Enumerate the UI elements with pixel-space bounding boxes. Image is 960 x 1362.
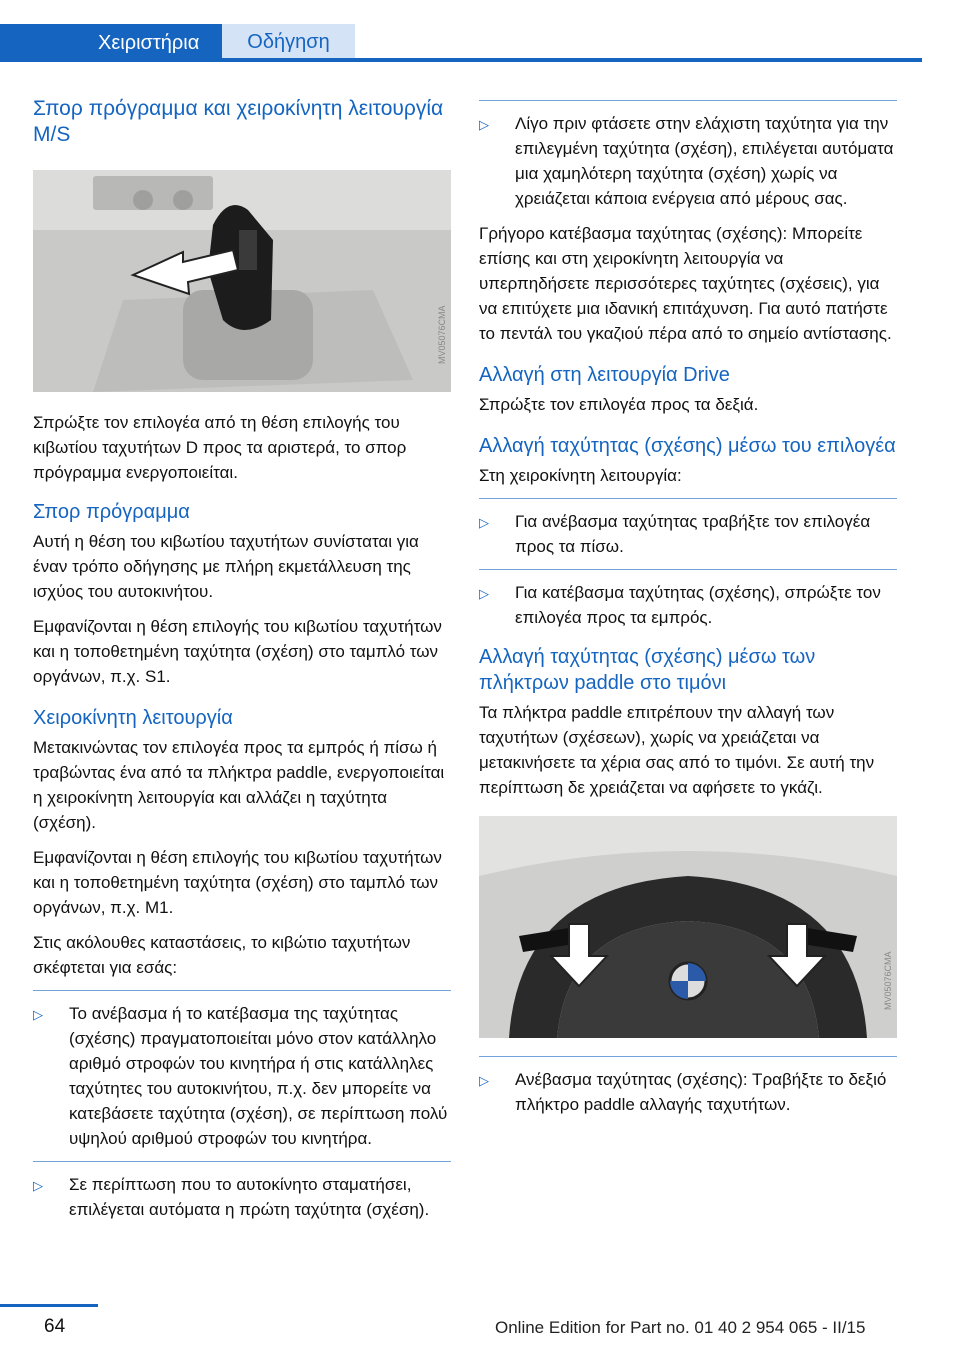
list-item: ▷ Το ανέβασμα ή το κατέβασμα της ταχύτητας (σχέσης) πραγματοποιείται μόνο στον κατάλληλο αριθμό στροφών του κινητήρα ή στις κατάλληλες ταχύτητες του αυτοκινήτου, π.χ. δεν μπορείτε να κατεβάσετε ταχύτητα (σχέση), σε περίπτωση πολύ υψηλού αριθμού στροφών του κινητήρα. [33,1004,448,1148]
gear-selector-image [33,170,451,392]
image-code: MV05076CMA [437,305,447,364]
sport-paragraph-1: Αυτή η θέση του κιβωτίου ταχυτήτων συνίσταται για έναν τρόπο οδήγησης με πλήρη εκμετάλλευση της ισχύος του αυτοκινήτου. [33,532,419,601]
steering-wheel-image [479,816,897,1038]
list-item: ▷ Για ανέβασμα ταχύτητας τραβήξτε τον επιλογέα προς τα πίσω. [479,512,871,556]
section-title-sport-manual: Σπορ πρόγραμμα και χειροκίνητη λειτουργία M/S [33,97,444,146]
section-title-selector-shift: Αλλαγή ταχύτητας (σχέσης) μέσω του επιλογέα [479,435,896,457]
manual-paragraph-3: Στις ακόλουθες καταστάσεις, το κιβώτιο ταχυτήτων σκέφτεται για εσάς: [33,933,411,977]
left-column [33,96,451,1232]
tab-driving[interactable]: Οδήγηση [222,24,355,58]
divider [479,100,897,101]
bullet-triangle-icon: ▷ [33,1178,43,1193]
selector-paragraph: Στη χειροκίνητη λειτουργία: [479,466,682,485]
divider [33,990,451,991]
header-bar [0,0,960,62]
divider [479,1056,897,1057]
image-code: MV05076CMA [883,951,893,1010]
divider [479,569,897,570]
section-title-drive: Αλλαγή στη λειτουργία Drive [479,364,730,386]
edition-note: Online Edition for Part no. 01 40 2 954 065 - II/15 [495,1318,866,1337]
selector-left-instruction: Σπρώξτε τον επιλογέα από τη θέση επιλογής του κιβωτίου ταχυτήτων D προς τα αριστερά, το σπορ πρόγραμμα ενεργοποιείται. [33,413,407,482]
bullet-triangle-icon: ▷ [33,1007,43,1022]
divider [479,498,897,499]
section-title-sport: Σπορ πρόγραμμα [33,501,190,523]
bullet-triangle-icon: ▷ [479,1073,489,1088]
list-item: ▷ Σε περίπτωση που το αυτοκίνητο σταματήσει, επιλέγεται αυτόματα η πρώτη ταχύτητα (σχέση). [33,1175,430,1219]
divider [33,1161,451,1162]
manual-paragraph-1: Μετακινώντας τον επιλογέα προς τα εμπρός ή πίσω ή τραβώντας ένα από τα πλήκτρα paddle, ενεργοποιείται η χειροκίνητη λειτουργία και αλλάζει η ταχύτητα (σχέση). [33,738,445,832]
section-title-manual: Χειροκίνητη λειτουργία [33,707,233,729]
right-column [479,96,897,1127]
bullet-triangle-icon: ▷ [479,586,489,601]
header-rule [0,58,922,62]
footer-rule [0,1304,98,1307]
bullet-triangle-icon: ▷ [479,117,489,132]
list-item: ▷ Ανέβασμα ταχύτητας (σχέσης): Τραβήξτε το δεξιό πλήκτρο paddle αλλαγής ταχυτήτων. [479,1070,887,1114]
kickdown-paragraph: Γρήγορο κατέβασμα ταχύτητας (σχέσης): Μπορείτε επίσης και στη χειροκίνητη λειτουργία να υπερπηδήσετε περισσότερες ταχύτητες (σχέσεις), για να επιτύχετε μια ιδανική επιτάχυνση. Για αυτό πατήστε το πεντάλ του γκαζιού πέρα από το σημείο αντίστασης. [479,224,892,343]
section-title-paddle-shift: Αλλαγή ταχύτητας (σχέσης) μέσω των πλήκτρων paddle στο τιμόνι [479,646,816,694]
paddle-paragraph: Τα πλήκτρα paddle επιτρέπουν την αλλαγή των ταχυτήτων (σχέσεων), χωρίς να χρειάζεται να μετακινήσετε τα χέρια σας από το τιμόνι. Σε αυτή την περίπτωση δε χρειάζεται να αφήσετε το γκάζι. [479,703,875,797]
bullet-triangle-icon: ▷ [479,515,489,530]
list-item: ▷ Λίγο πριν φτάσετε στην ελάχιστη ταχύτητα για την επιλεγμένη ταχύτητα (σχέση), επιλέγεται αυτόματα μια χαμηλότερη ταχύτητα (σχέση) χωρίς να χρειάζεται κάποια ενέργεια από μέρους σας. [479,114,894,208]
list-item: ▷ Για κατέβασμα ταχύτητας (σχέσης), σπρώξτε τον επιλογέα προς τα εμπρός. [479,583,881,627]
sport-paragraph-2: Εμφανίζονται η θέση επιλογής του κιβωτίου ταχυτήτων και η τοποθετημένη ταχύτητα (σχέση) στο ταμπλό των οργάνων, π.χ. S1. [33,617,442,686]
manual-paragraph-2: Εμφανίζονται η θέση επιλογής του κιβωτίου ταχυτήτων και η τοποθετημένη ταχύτητα (σχέση) στο ταμπλό των οργάνων, π.χ. M1. [33,848,442,917]
drive-paragraph: Σπρώξτε τον επιλογέα προς τα δεξιά. [479,395,759,414]
tab-controls[interactable]: Χειριστήρια [0,24,222,62]
page-number: 64 [44,1316,66,1337]
